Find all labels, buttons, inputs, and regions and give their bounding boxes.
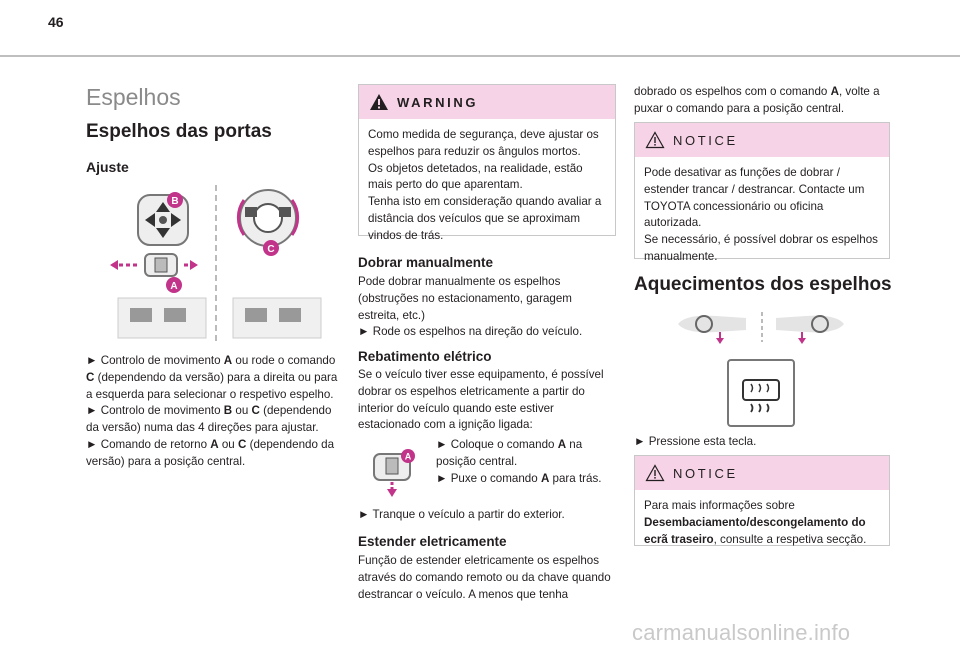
notice-box-1 [634,122,890,263]
step2-pre: ► Puxe o comando [436,471,541,485]
notice-title-2: NOTICE [673,465,738,481]
door-panel-icon [118,298,206,338]
notice2-link: Desembaciamento/descongelamento do ecrã traseiro [644,515,866,546]
adjust-instructions [86,353,344,471]
section-title: Espelhos das portas [86,121,272,142]
notice-header-1 [635,123,889,157]
instr3-post: (dependendo da versão) para a posição central. [86,437,335,468]
door-panel-icon-2 [233,298,321,338]
fold-switch-illustration [370,448,418,498]
mirror-heating-title: Aquecimentos dos espelhos [634,274,892,295]
label-b: B [171,196,179,207]
step1-post: na posição central. [436,438,583,468]
cont-b: A [830,85,839,98]
instr1-post: (dependendo da versão) para a direita ou para a esquerda para selecionar o respetivo espelho. [86,370,338,401]
selector-switch-icon [110,254,198,276]
notice2-pre: Para mais informações sobre [644,499,795,512]
warning-icon [369,93,389,111]
page-title: Espelhos [86,84,181,110]
instr2-mid: ou [232,404,252,418]
electric-fold-title: Rebatimento elétrico [358,349,492,364]
notice-header-2 [635,456,889,490]
warning-box [358,84,616,242]
instr2-b1: B [223,404,233,418]
step1-b: A [557,438,567,451]
continued-text [634,84,892,118]
rotary-knob-icon [238,190,297,246]
warning-title: WARNING [397,94,479,110]
subsection-title: Ajuste [86,159,129,175]
label-c: C [267,244,275,255]
instr3-b1: A [210,437,219,451]
manual-fold-title: Dobrar manualmente [358,255,494,270]
notice-icon-2 [645,464,665,482]
manual-fold-text: Pode dobrar manualmente os espelhos (obstruções no estacionamento, garagem estreita, etc.) ► Rode os espelhos na direção do veículo. [358,275,583,339]
notice-text-2 [635,490,889,558]
instr3-pre: ► Comando de retorno [86,437,211,451]
page-number: 46 [48,14,64,30]
notice-box-2 [634,455,890,546]
extend-text: Função de estender eletricamente os espelhos através do comando remoto ou da chave quando destrancar o veículo. A menos que tenha [358,554,611,601]
instr3-mid: ou [218,437,238,451]
electric-steps [436,437,616,487]
step1-pre: ► Coloque o comando [436,438,558,451]
step2-post: para trás. [549,471,602,485]
mirror-controls-illustration [108,180,342,350]
instr1-b2: C [86,370,95,384]
notice2-post: , consulte a respetiva secção. [713,532,867,546]
instr1-b1: A [223,354,233,367]
instr2-pre: ► Controlo de movimento [86,404,224,418]
extend-title: Estender eletricamente [358,534,507,549]
step2-b: A [540,471,550,485]
watermark: carmanualsonline.info [632,620,851,645]
press-text: ► Pressione esta tecla. [634,435,757,448]
warning-header [359,85,615,119]
cont-post: , volte a puxar o comando para a posição central. [634,85,880,115]
notice-icon [645,131,665,149]
mirror-heating-illustration [676,310,846,430]
label-a: A [170,281,178,292]
electric-fold-text: Se o veículo tiver esse equipamento, é possível dobrar os espelhos eletricamente a partir do interior do veículo quando este estiver estacionado com a ignição ligada: [358,368,604,432]
instr2-post: (dependendo da versão) numa das 4 direções para ajustar. [86,404,332,435]
warning-text: Como medida de segurança, deve ajustar os espelhos para reduzir os ângulos mortos. Os objetos detetados, na realidade, estão mais perto do que aparentam. Tenha isto em consideração quando avaliar a distância dos veículos que se aproximam vindos de trás. [368,128,602,242]
instr3-b2: C [237,437,247,451]
instr2-b2: C [251,404,260,418]
cont-pre: dobrado os espelhos com o comando [634,85,831,98]
notice-text-1: Pode desativar as funções de dobrar / estender trancar / destrancar. Contacte um TOYOTA concessionário ou oficina autorizada. Se necessário, é possível dobrar os espelhos manualmente. [644,166,878,263]
notice-title-1: NOTICE [673,132,738,148]
instr1-mid: ou rode o comando [232,354,336,367]
lock-text: ► Tranque o veículo a partir do exterior. [358,508,565,521]
instr1-pre: ► Controlo de movimento [86,354,224,367]
rear-defrost-button-icon [728,360,794,426]
svg-text:A: A [404,451,412,462]
header-rule [0,55,960,57]
